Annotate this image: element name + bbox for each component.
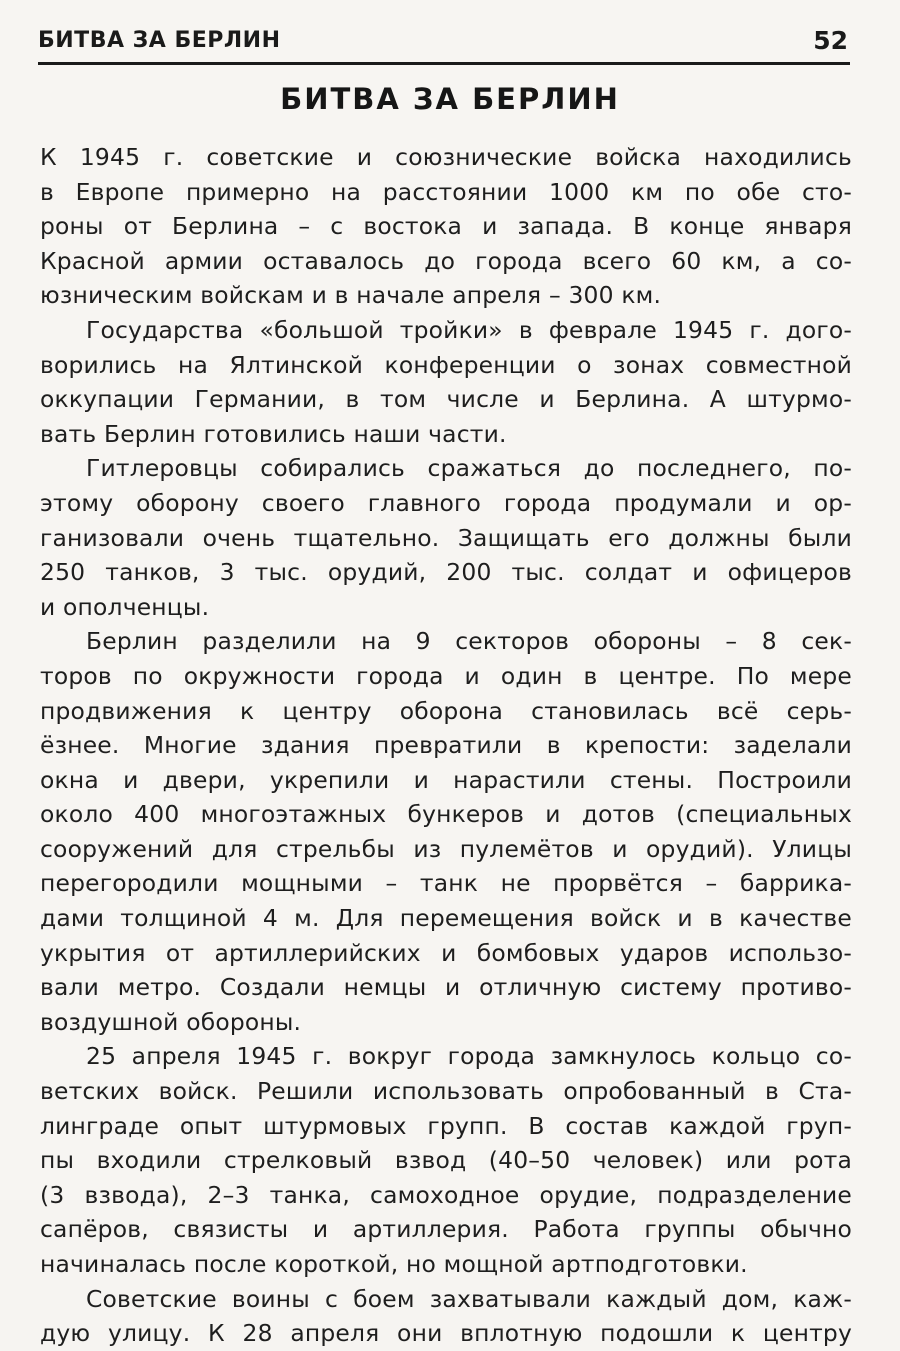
text-line: оккупации Германии, в том числе и Берлина. А штурмо- — [40, 385, 852, 414]
running-title: БИТВА ЗА БЕРЛИН — [38, 28, 281, 53]
text-line: дую улицу. К 28 апреля они вплотную подошли к центру — [40, 1319, 852, 1348]
text-line: начиналась после короткой, но мощной артподготовки. — [40, 1250, 748, 1278]
text-line: Государства «большой тройки» в феврале 1945 г. дого- — [86, 315, 852, 344]
text-line: пы входили стрелковый взвод (40–50 человек) или рота — [40, 1146, 852, 1175]
text-line: 25 апреля 1945 г. вокруг города замкнулось кольцо со- — [86, 1042, 852, 1071]
text-line: перегородили мощными – танк не прорвётся – баррика- — [40, 869, 852, 898]
text-line: вать Берлин готовились наши части. — [40, 419, 507, 448]
text-line: сооружений для стрельбы из пулемётов и орудий). Улицы — [40, 834, 852, 863]
text-line: ворились на Ялтинской конференции о зонах совместной — [40, 350, 852, 379]
chapter-title: БИТВА ЗА БЕРЛИН — [280, 82, 620, 116]
page-number: 52 — [813, 26, 848, 55]
text-line: торов по окружности города и один в центре. По мере — [40, 661, 852, 690]
text-line: К 1945 г. советские и союзнические войска находились — [40, 143, 852, 171]
text-line: сапёров, связисты и артиллерия. Работа группы обычно — [40, 1215, 852, 1244]
text-line: (3 взвода), 2–3 танка, самоходное орудие, подразделение — [40, 1180, 852, 1209]
text-line: ёзнее. Многие здания превратили в крепости: заделали — [40, 731, 852, 760]
text-line: укрытия от артиллерийских и бомбовых ударов использо- — [40, 938, 852, 967]
text-line: окна и двери, укрепили и нарастили стены. Построили — [40, 765, 852, 794]
text-line: Советские воины с боем захватывали каждый дом, каж- — [86, 1284, 852, 1313]
text-line: юзническим войскам и в начале апреля – 300 км. — [40, 281, 662, 310]
text-line: роны от Берлина – с востока и запада. В конце января — [40, 212, 852, 241]
text-line: Гитлеровцы собирались сражаться до последнего, по- — [86, 454, 852, 483]
text-line: около 400 многоэтажных бункеров и дотов (специальных — [40, 800, 852, 829]
text-line: Берлин разделили на 9 секторов обороны – 8 сек- — [86, 627, 852, 656]
body-text — [40, 140, 852, 1351]
text-line: 250 танков, 3 тыс. орудий, 200 тыс. солдат и офицеров — [40, 558, 852, 587]
text-line: Красной армии оставалось до города всего 60 км, а со- — [40, 246, 852, 275]
text-line: в Европе примерно на расстоянии 1000 км по обе сто- — [40, 177, 852, 206]
text-line: ганизовали очень тщательно. Защищать его должны были — [40, 523, 852, 552]
text-line: этому оборону своего главного города продумали и ор- — [40, 488, 852, 517]
running-header — [38, 26, 850, 65]
text-line: воздушной обороны. — [40, 1007, 302, 1036]
text-line: продвижения к центру оборона становилась всё серь- — [40, 696, 852, 725]
text-line: дами толщиной 4 м. Для перемещения войск и в качестве — [40, 904, 852, 933]
text-line: линграде опыт штурмовых групп. В состав каждой груп- — [40, 1111, 852, 1140]
text-line: и ополченцы. — [40, 592, 210, 621]
text-line: вали метро. Создали немцы и отличную систему противо- — [40, 973, 852, 1002]
text-line: ветских войск. Решили использовать опробованный в Ста- — [40, 1077, 852, 1106]
